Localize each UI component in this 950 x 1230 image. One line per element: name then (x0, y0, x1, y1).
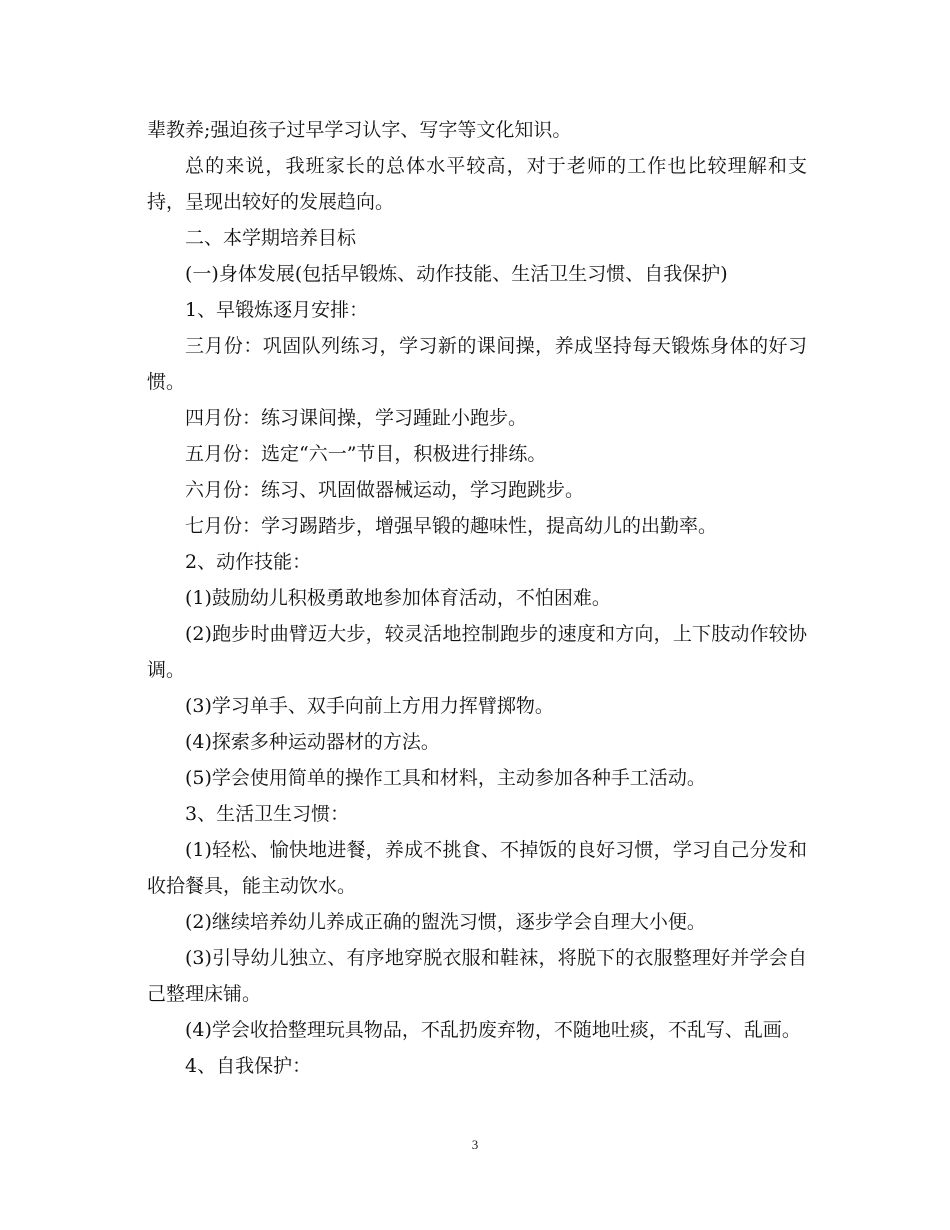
list-item: (3)学习单手、双手向前上方用力挥臂掷物。 (185, 695, 554, 717)
paragraph-summary: 总的来说，我班家长的总体水平较高，对于老师的工作也比较理解和支持，呈现出较好的发展趋向。 (147, 155, 807, 213)
item-heading-hygiene-habits: 3、生活卫生习惯： (185, 803, 350, 825)
list-item: (4)探索多种运动器材的方法。 (185, 731, 440, 753)
list-item: (4)学会收拾整理玩具物品，不乱扔废弃物，不随地吐痰，不乱写、乱画。 (185, 1019, 801, 1041)
item-heading-morning-exercise: 1、早锻炼逐月安排： (185, 299, 369, 321)
month-plan-march: 三月份：巩固队列练习，学习新的课间操，养成坚持每天锻炼身体的好习惯。 (147, 335, 807, 393)
list-item: (5)学会使用简单的操作工具和材料，主动参加各种手工活动。 (185, 767, 706, 789)
month-plan-june: 六月份：练习、巩固做器械运动，学习跑跳步。 (185, 479, 585, 501)
list-item: (1)轻松、愉快地进餐，养成不挑食、不掉饭的良好习惯，学习自己分发和收拾餐具，能主动饮水。 (147, 839, 807, 897)
list-item: (2)跑步时曲臂迈大步，较灵活地控制跑步的速度和方向，上下肢动作较协调。 (147, 623, 807, 681)
section-heading: 二、本学期培养目标 (185, 227, 357, 249)
list-item: (1)鼓励幼儿积极勇敢地参加体育活动，不怕困难。 (185, 587, 611, 609)
list-item: (3)引导幼儿独立、有序地穿脱衣服和鞋袜，将脱下的衣服整理好并学会自己整理床铺。 (147, 947, 807, 1005)
month-plan-april: 四月份：练习课间操，学习踵趾小跑步。 (185, 407, 528, 429)
month-plan-may: 五月份：选定“六一”节目，积极进行排练。 (185, 443, 547, 465)
item-heading-motor-skills: 2、动作技能： (185, 551, 312, 573)
month-plan-july: 七月份：学习踢踏步，增强早锻的趣味性，提高幼儿的出勤率。 (185, 515, 718, 537)
subsection-heading: (一)身体发展(包括早锻炼、动作技能、生活卫生习惯、自我保护) (185, 263, 728, 285)
paragraph-continuation: 辈教养;强迫孩子过早学习认字、写字等文化知识。 (147, 119, 572, 141)
document-body (147, 112, 807, 1084)
page-number: 3 (471, 1137, 479, 1152)
list-item: (2)继续培养幼儿养成正确的盥洗习惯，逐步学会自理大小便。 (185, 911, 706, 933)
item-heading-self-protection: 4、自我保护： (185, 1055, 312, 1077)
